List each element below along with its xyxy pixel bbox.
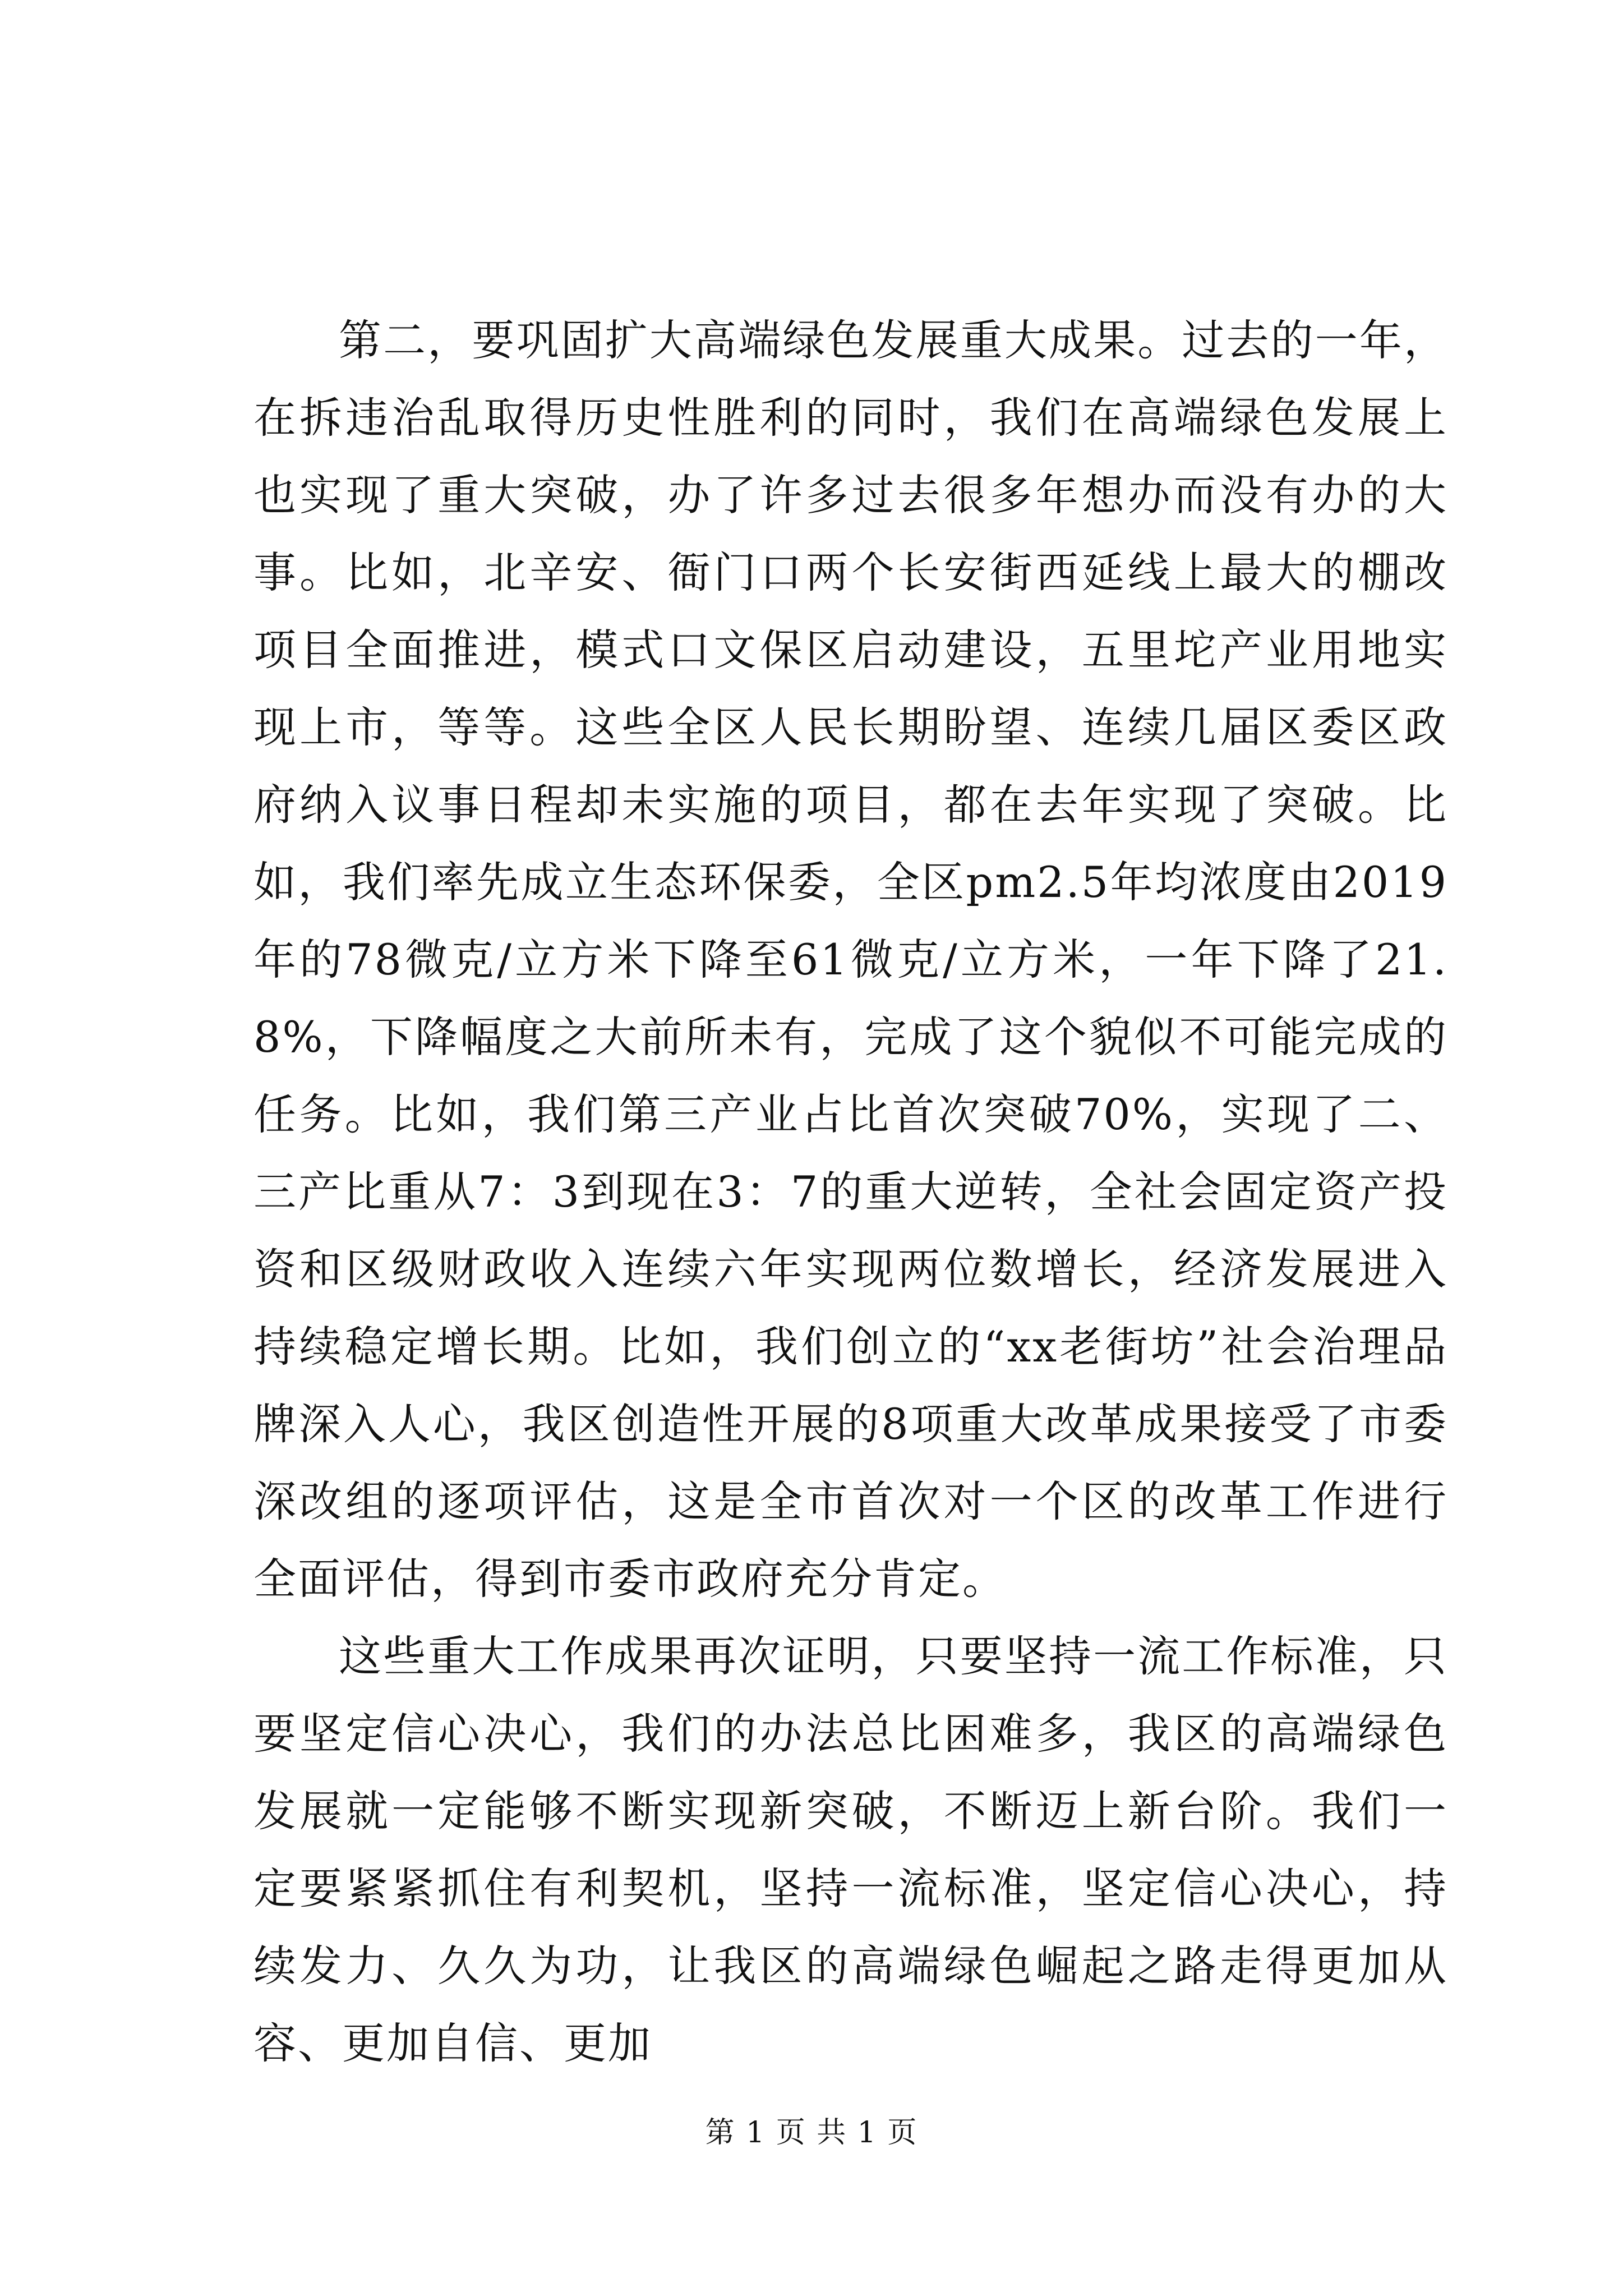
page-footer: 第 1 页 共 1 页 <box>705 2116 918 2150</box>
paragraph-2: 这些重大工作成果再次证明，只要坚持一流工作标准，只要坚定信心决心，我们的办法总比困难多，我区的高端绿色发展就一定能够不断实现新突破，不断迈上新台阶。我们一定要紧紧抓住有利契机，坚持一流标准，坚定信心决心，持续发力、久久为功，让我区的高端绿色崛起之路走得更加从容、更加自信、更加 <box>253 1631 1448 2068</box>
document-body <box>253 302 1448 2082</box>
paragraph-1: 第二，要巩固扩大高端绿色发展重大成果。过去的一年，在拆违治乱取得历史性胜利的同时，我们在高端绿色发展上也实现了重大突破，办了许多过去很多年想办而没有办的大事。比如，北辛安、衙门口两个长安街西延线上最大的棚改项目全面推进，模式口文保区启动建设，五里坨产业用地实现上市，等等。这些全区人民长期盼望、连续几届区委区政府纳入议事日程却未实施的项目，都在去年实现了突破。比如，我们率先成立生态环保委，全区pm2.5年均浓度由2019年的78微克/立方米下降至61微克/立方米，一年下降了21.8%，下降幅度之大前所未有，完成了这个貌似不可能完成的任务。比如，我们第三产业占比首次突破70%，实现了二、三产比重从7：3到现在3：7的重大逆转，全社会固定资产投资和区级财政收入连续六年实现两位数增长，经济发展进入持续稳定增长期。比如，我们创立的“xx老街坊”社会治理品牌深入人心，我区创造性开展的8项重大改革成果接受了市委深改组的逐项评估，这是全市首次对一个区的改革工作进行全面评估，得到市委市政府充分肯定。 <box>253 315 1448 1604</box>
